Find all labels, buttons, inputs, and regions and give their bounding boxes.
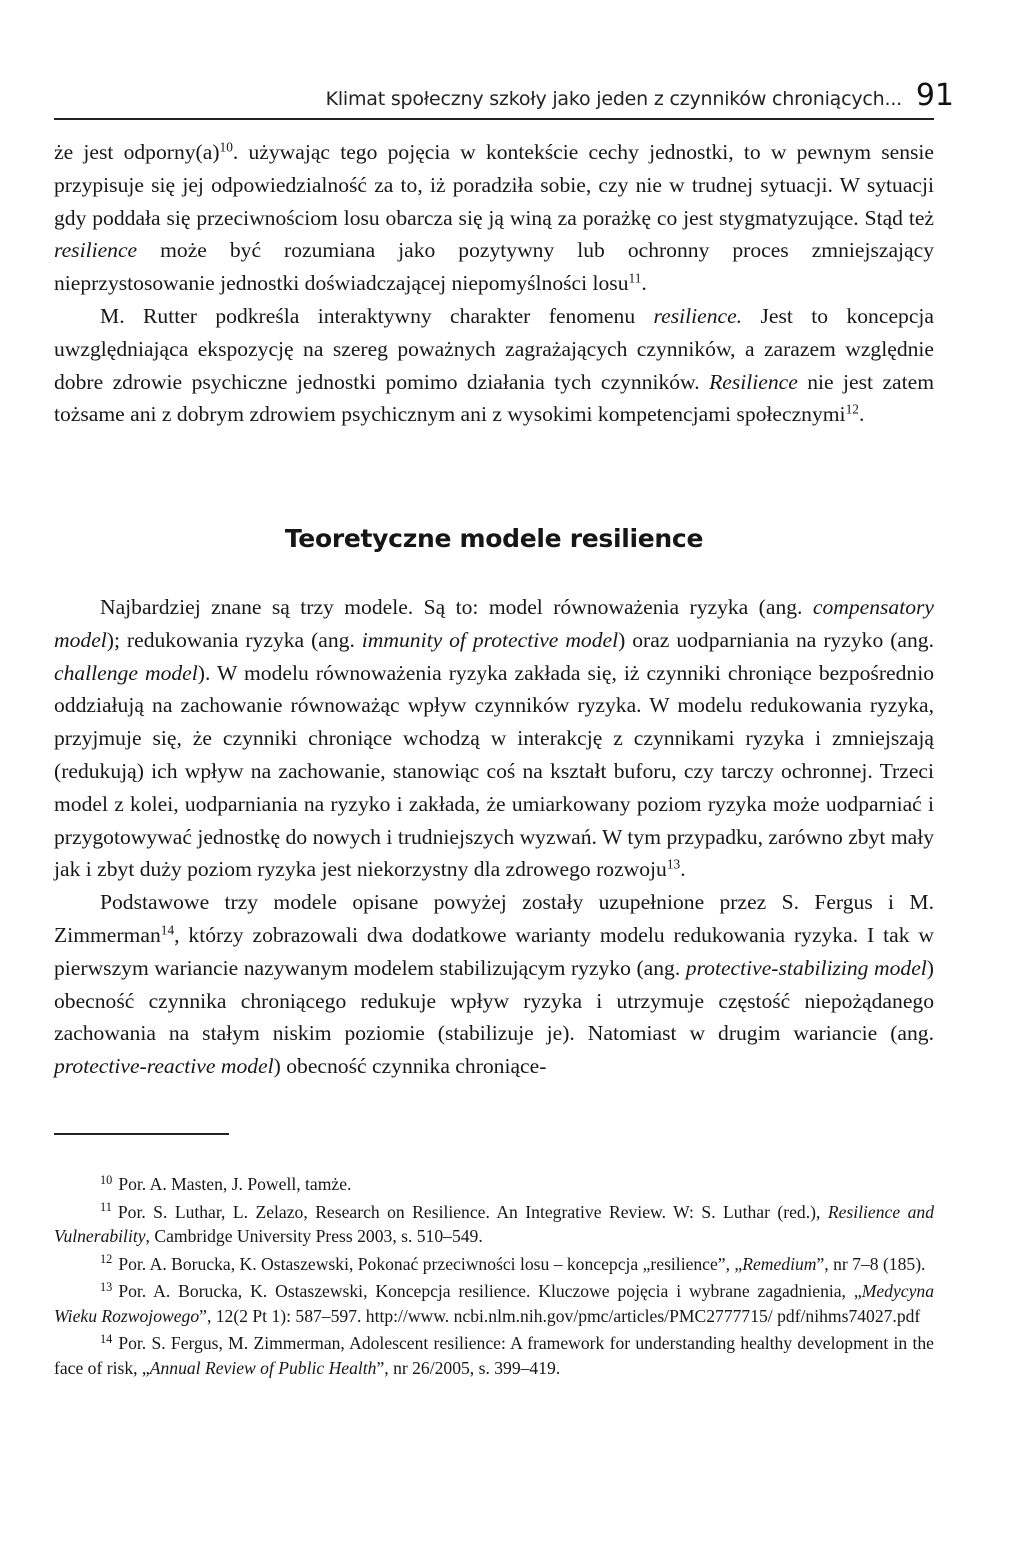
text-run: , którzy zobrazowali dwa dodatkowe warianty modelu redukowania ryzyka. I tak w pierwszym wariancie nazywanym modelem stabilizującym ryzyko (ang. xyxy=(54,922,934,980)
italic-term: immunity of protective model xyxy=(361,627,619,652)
italic-title: Annual Review of Public Health xyxy=(149,1357,377,1378)
header-rule xyxy=(54,118,934,120)
footnote-ref: 12 xyxy=(845,402,859,418)
text-run: może być rozumiana jako pozytywny lub ochronny proces zmniejszający nieprzystosowanie jednostki doświadczającej niepomyślności losu xyxy=(54,238,934,296)
text-run: ) obecność czynnika chroniące- xyxy=(273,1054,547,1079)
text-run: ”, nr 7–8 (185). xyxy=(816,1253,926,1274)
text-run: Por. A. Borucka, K. Ostaszewski, Koncepcja resilience. Kluczowe pojęcia i wybrane zagadnienia, „ xyxy=(118,1281,862,1302)
text-run: że jest odporny(a) xyxy=(54,140,220,164)
paragraph-3 xyxy=(54,591,934,886)
text-run: ) oraz uodparniania na ryzyko (ang. xyxy=(618,627,934,652)
footnote-number: 10 xyxy=(100,1172,113,1187)
text-run: . xyxy=(858,402,865,427)
italic-title: Medycyna Wieku Rozwojowego xyxy=(54,1281,934,1326)
text-run: ”, nr 26/2005, s. 399–419. xyxy=(376,1357,561,1378)
text-run: Por. S. Fergus, M. Zimmerman, Adolescent resilience: A framework for understanding healthy development in the face of risk, „ xyxy=(54,1333,934,1378)
italic-term: resilience xyxy=(54,238,138,263)
italic-term: protective-stabilizing model xyxy=(685,955,927,980)
footnote-ref: 14 xyxy=(160,922,175,938)
paragraph-2 xyxy=(54,300,934,431)
text-run: ); redukowania ryzyka (ang. xyxy=(106,627,362,652)
text-run: ). W modelu równoważenia ryzyka zakłada się, iż czynniki chroniące bezpośrednio oddziałują na zachowanie równoważąc wpływ czynników ryzyka. W modelu redukowania ryzyka, przyjmuje się, że czynniki chroniące wchodzą w interakcję z czynnikami ryzyka i zmniejszają (redukują) ich wpływ na zachowanie, stanowiąc coś na kształt buforu, czy tarczy ochronnej. Trzeci model z kolei, uodparniania na ryzyko i zakłada, że umiarkowany poziom ryzyka może uodparniać i przygotowywać jednostkę do nowych i trudniejszych wyzwań. W tym przypadku, zarówno zbyt mały jak i zbyt duży poziom ryzyka jest niekorzystny dla zdrowego rozwoju xyxy=(54,660,934,882)
text-run: Podstawowe trzy modele opisane powyżej zostały uzupełnione przez S. Fergus i M. Zimmerman xyxy=(54,890,934,947)
footnote-number: 13 xyxy=(100,1280,113,1295)
page-number: 91 xyxy=(915,78,954,113)
footnote-13 xyxy=(54,1279,934,1328)
text-run: Por. A. Masten, J. Powell, tamże. xyxy=(118,1174,352,1194)
text-run: . xyxy=(680,857,686,882)
text-run: Por. A. Borucka, K. Ostaszewski, Pokonać przeciwności losu – koncepcja „resilience”, „ xyxy=(118,1253,743,1274)
footnotes xyxy=(54,1172,934,1383)
footnote-10 xyxy=(54,1172,934,1196)
text-run: Por. S. Luthar, L. Zelazo, Research on Resilience. An Integrative Review. W: S. Luthar (red.), xyxy=(117,1201,828,1222)
text-run: M. Rutter podkreśla interaktywny charakter fenomenu xyxy=(100,303,654,328)
italic-title: Remedium xyxy=(742,1253,817,1274)
paragraph-4 xyxy=(54,886,934,1083)
text-run: Jest to koncepcja uwzględniająca ekspozycję na szereg poważnych zagrażających czynników, a zarazem względnie dobre zdrowie psychiczne jednostki pomimo działania tych czynników. xyxy=(54,303,934,394)
italic-term: protective-reactive model xyxy=(54,1054,274,1079)
footnote-11 xyxy=(54,1200,934,1249)
text-run: ) obecność czynnika chroniącego redukuje wpływ ryzyka i utrzymuje częstość niepożądanego zachowania na stałym niskim poziomie (stabilizuje je). Natomiast w drugim wariancie (ang. xyxy=(54,955,934,1046)
footnote-rule xyxy=(54,1133,229,1135)
footnote-number: 14 xyxy=(100,1332,113,1347)
text-run: ”, 12(2 Pt 1): 587–597. http://www. ncbi.nlm.nih.gov/pmc/articles/PMC2777715/ pdf/nihms74027.pdf xyxy=(199,1305,921,1326)
italic-title: Resilience and Vulnerability xyxy=(54,1201,934,1246)
footnote-ref: 11 xyxy=(628,270,642,286)
section-heading: Teoretyczne modele resilience xyxy=(284,524,704,553)
text-run: . xyxy=(641,271,647,296)
running-head xyxy=(54,78,954,120)
text-run: . używając tego pojęcia w kontekście cechy jednostki, to w pewnym sensie przypisuje się jej odpowiedzialność za to, iż poradziła sobie, czy nie w trudnej sytuacji. W sytuacji gdy poddała się przeciwnościom losu obarcza się ją winą za porażkę co jest stygmatyzujące. Stąd też xyxy=(54,140,935,230)
footnote-ref: 10 xyxy=(219,139,233,155)
italic-term: compensatory model xyxy=(54,595,934,652)
italic-term: Resilience xyxy=(709,369,798,394)
footnote-number: 11 xyxy=(100,1200,112,1215)
running-title: Klimat społeczny szkoły jako jeden z czynników chroniących... xyxy=(325,88,902,110)
body-text-lower xyxy=(54,591,934,1083)
italic-term: resilience. xyxy=(653,303,743,328)
text-run: , Cambridge University Press 2003, s. 510–549. xyxy=(145,1226,483,1246)
body-text-upper xyxy=(54,136,934,431)
paragraph-1 xyxy=(54,136,934,300)
footnote-12 xyxy=(54,1252,934,1276)
footnote-ref: 13 xyxy=(666,857,681,873)
text-run: nie jest zatem tożsame ani z dobrym zdrowiem psychicznym ani z wysokimi kompetencjami społecznymi xyxy=(54,369,934,427)
footnote-number: 12 xyxy=(100,1252,113,1267)
footnote-14 xyxy=(54,1331,934,1380)
italic-term: challenge model xyxy=(54,660,198,685)
text-run: Najbardziej znane są trzy modele. Są to: model równoważenia ryzyka (ang. xyxy=(100,595,813,619)
